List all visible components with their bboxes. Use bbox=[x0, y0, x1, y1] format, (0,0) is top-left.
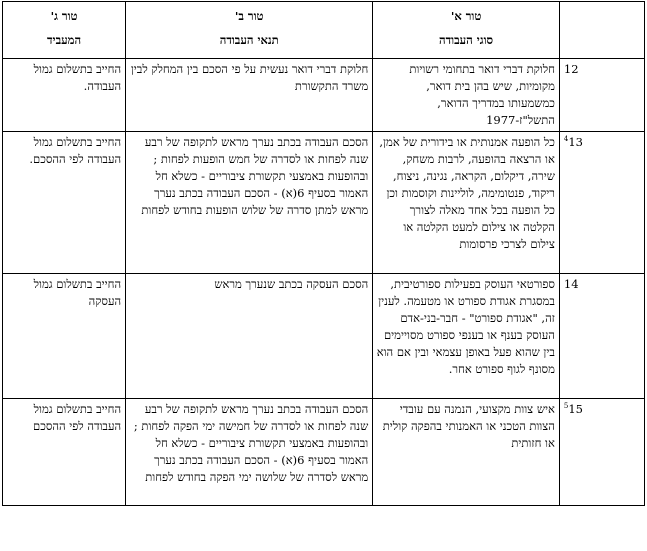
footnote-marker: 4 bbox=[563, 135, 569, 144]
table-header-row bbox=[3, 2, 645, 59]
row-number bbox=[559, 274, 644, 399]
header-col-a-subtitle: סוגי העבודה bbox=[439, 33, 494, 47]
work-type-cell: איש צוות מקצועי, הנמנה עם עובדי הצוות הטכני או האמנותי בהפקה קולית או חזותית bbox=[373, 399, 560, 506]
header-col-b-subtitle: תנאי העבודה bbox=[219, 33, 279, 47]
employer-cell: החייב בתשלום גמול העבודה. bbox=[3, 59, 126, 132]
header-col-c-title: טור ג' bbox=[50, 9, 78, 23]
header-col-c-subtitle: המעביד bbox=[47, 33, 82, 47]
work-conditions-cell: חלוקת דברי דואר נעשית על פי הסכם בין המחלק לבין משרד התקשורת bbox=[126, 59, 373, 132]
legal-document-page bbox=[2, 1, 645, 550]
header-col-b bbox=[126, 2, 373, 59]
header-col-b-title: טור ב' bbox=[234, 9, 264, 23]
employer-cell: החייב בתשלום גמול העבודה לפי ההסכם bbox=[3, 399, 126, 506]
footnote-marker: 5 bbox=[563, 402, 569, 411]
row-number-value: 12 bbox=[563, 62, 579, 76]
work-conditions-cell: הסכם העבודה בכתב נערך מראש לתקופה של רבע שנה לפחות או לסדרה של חמישה ימי הפקה לפחות ; ובהופעות באמצעי תקשורת ציבוריים - כשלא חל האמור בסעיף 6(א) - הסכם העבודה בכתב נערך מראש לסדרה של שלושה ימי הפקה בחודש לפחות bbox=[126, 399, 373, 506]
row-number bbox=[559, 132, 644, 274]
table-row bbox=[3, 399, 645, 506]
table-row bbox=[3, 132, 645, 274]
employer-cell: החייב בתשלום גמול העסקה bbox=[3, 274, 126, 399]
row-number bbox=[559, 59, 644, 132]
table-row bbox=[3, 274, 645, 399]
work-type-cell: כל הופעה אמנותית או בידורית של אמן, או הרצאה בהופעה, לרבות משחק, שירה, דיקלום, הקראה, נגינה, ניצוח, ריקוד, פנטומימה, לוליינות וקוסמות וכן כל הופעה בכל אחד מאלה לצורך הקלטה או צילום למעט הקלטה או צילום לצרכי פרסומות bbox=[373, 132, 560, 274]
work-conditions-cell: הסכם העבודה בכתב נערך מראש לתקופה של רבע שנה לפחות או לסדרה של חמש הופעות לפחות ; ובהופעות באמצעי תקשורת ציבוריים - כשלא חל האמור בסעיף 6(א) - הסכם העבודה בכתב נערך מראש למתן סדרה של שלוש הופעות בחודש לפחות bbox=[126, 132, 373, 274]
header-number-cell bbox=[559, 2, 644, 59]
employer-cell: החייב בתשלום גמול העבודה לפי ההסכם. bbox=[3, 132, 126, 274]
header-col-a-title: טור א' bbox=[450, 9, 482, 23]
work-conditions-cell: הסכם העסקה בכתב שנערך מראש bbox=[126, 274, 373, 399]
header-col-a bbox=[373, 2, 560, 59]
row-number bbox=[559, 399, 644, 506]
row-number-value: 13 bbox=[568, 135, 583, 149]
work-type-cell: חלוקת דברי דואר בתחומי רשויות מקומיות, שיש בהן בית דואר, כמשמעותו במדריך הדואר, התשל"ז-1977 bbox=[373, 59, 560, 132]
table-row bbox=[3, 59, 645, 132]
work-type-cell: ספורטאי העוסק בפעילות ספורטיבית, במסגרת אגודת ספורט או מטעמה. לענין זה, "אגודת ספורט" - חבר-בני-אדם העוסק בענף או בענפי ספורט מסויימים בין שהוא פעל באופן עצמאי ובין אם הוא מסונף לגוף ספורט אחר. bbox=[373, 274, 560, 399]
header-col-c bbox=[3, 2, 126, 59]
row-number-value: 14 bbox=[563, 277, 579, 291]
work-types-table bbox=[2, 1, 645, 506]
row-number-value: 15 bbox=[568, 402, 583, 416]
